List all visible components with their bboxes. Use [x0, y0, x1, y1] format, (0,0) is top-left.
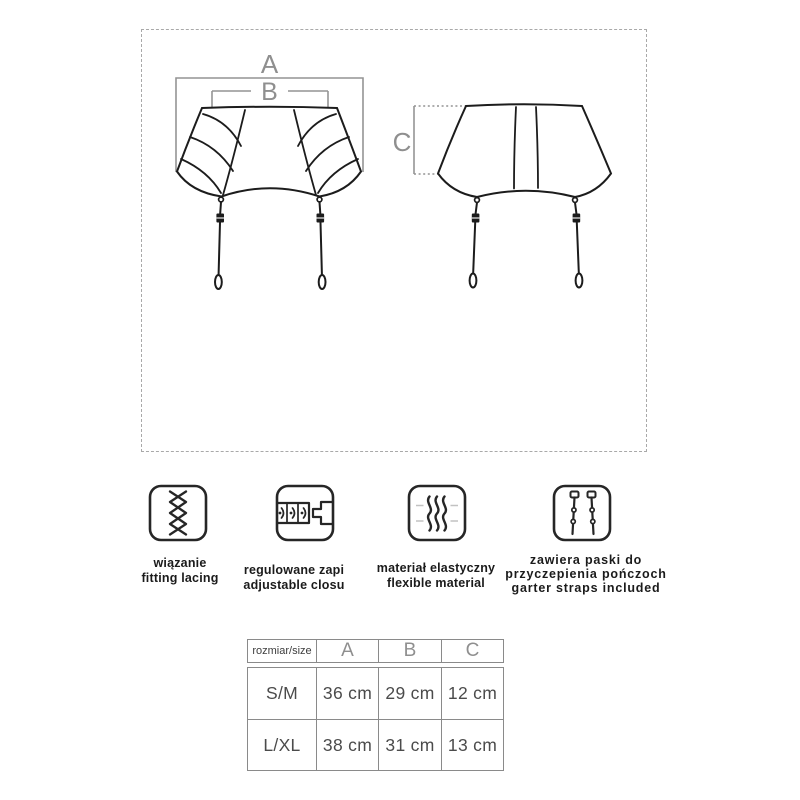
caption-line: adjustable closu — [243, 578, 345, 592]
size-table-header-size: rozmiar/size — [252, 645, 312, 657]
size-table-body — [247, 667, 504, 771]
caption-line: wiązanie — [153, 556, 207, 570]
flexible-material-icon — [405, 483, 469, 543]
value-cell-c: 13 cm — [441, 720, 503, 771]
table-row — [248, 720, 503, 771]
adjustable-closure-icon — [273, 483, 337, 543]
garment-back-drawing — [393, 104, 611, 287]
measure-b-label: B — [261, 78, 278, 106]
garter-strap — [317, 197, 326, 289]
measure-c-dotted-lines — [414, 106, 466, 174]
front-dart-lines-right — [298, 114, 358, 193]
caption-line: przyczepienia pończoch — [505, 567, 667, 581]
feature-caption-flexible — [361, 561, 511, 591]
garter-strap — [470, 198, 480, 288]
caption-line: fitting lacing — [141, 571, 219, 585]
size-table-header-c: C — [441, 640, 503, 662]
measure-c-label: C — [392, 127, 412, 157]
front-outline — [177, 107, 361, 197]
size-table-header-a: A — [316, 640, 378, 662]
garter-strap — [573, 198, 583, 288]
caption-line: regulowane zapi — [243, 563, 345, 577]
caption-line: garter straps included — [511, 581, 661, 595]
lacing-icon — [146, 483, 210, 543]
caption-line: materiał elastyczny — [376, 561, 496, 575]
value-cell-a: 38 cm — [316, 720, 378, 771]
feature-caption-closure — [219, 563, 369, 593]
feature-caption-garter-straps — [498, 553, 674, 595]
front-seam-left — [223, 110, 245, 195]
value-cell-b: 31 cm — [378, 720, 441, 771]
table-row — [248, 668, 503, 720]
garment-front-drawing — [176, 49, 363, 289]
value-cell-b: 29 cm — [378, 668, 441, 719]
back-outline — [438, 104, 611, 197]
back-center-seams — [514, 107, 538, 189]
size-table-header-b: B — [378, 640, 441, 662]
size-cell: S/M — [265, 683, 298, 703]
front-dart-lines-left — [181, 114, 241, 193]
caption-line: zawiera paski do — [529, 553, 643, 567]
garter-straps-icon — [550, 483, 614, 543]
value-cell-a: 36 cm — [316, 668, 378, 719]
garter-strap — [215, 197, 224, 289]
measure-a-label: A — [260, 49, 279, 79]
value-cell-c: 12 cm — [441, 668, 503, 719]
size-cell: L/XL — [263, 735, 301, 755]
front-seam-right — [294, 110, 316, 195]
size-table-header — [247, 639, 504, 663]
caption-line: flexible material — [387, 576, 485, 590]
